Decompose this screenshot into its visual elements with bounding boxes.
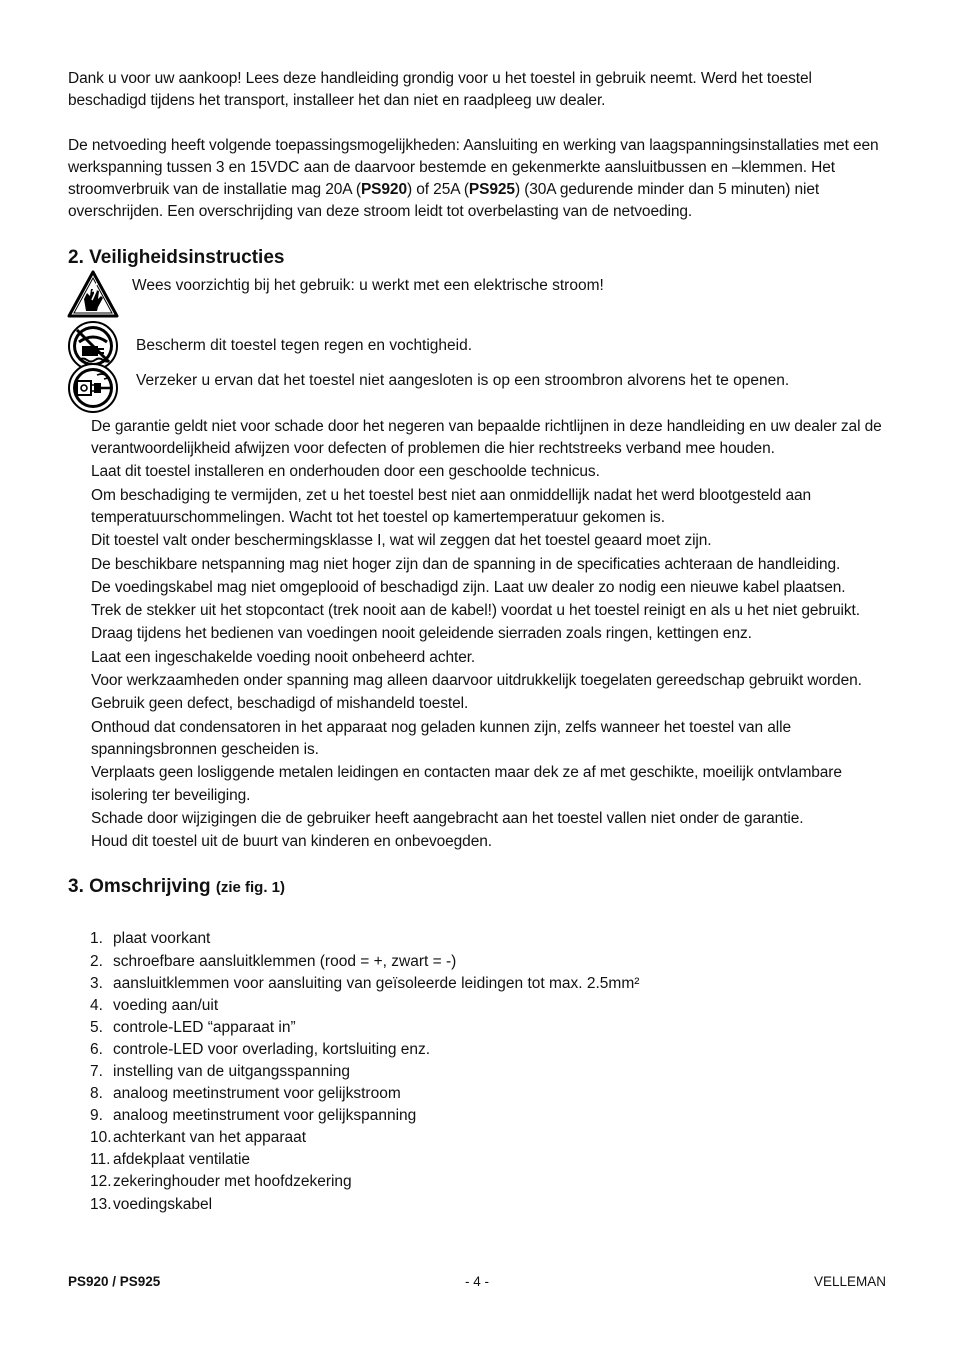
safety-paragraph: De garantie geldt niet voor schade door het negeren van bepaalde richtlijnen in deze handleiding en uw dealer zal de verantwoordelijkheid afwijzen voor defecten of problemen die hier rechtstreeks verband mee houden. (91, 417, 882, 458)
list-item: 11. afdekplaat ventilatie (90, 1151, 251, 1169)
list-item: 5. controle-LED “apparaat in” (90, 1018, 296, 1036)
safety-paragraph: Schade door wijzigingen die de gebruiker heeft aangebracht aan het toestel vallen niet onder de garantie. (91, 809, 804, 827)
list-item: 9. analoog meetinstrument voor gelijkspanning (90, 1107, 417, 1125)
section-2-heading: 2. Veiligheidsinstructies (68, 246, 285, 268)
list-item: 7. instelling van de uitgangsspanning (90, 1062, 350, 1080)
list-item: 12. zekeringhouder met hoofdzekering (90, 1173, 352, 1191)
warning-moisture (68, 322, 890, 370)
intro-text-c: ) (30A gedurende minder dan 5 minuten) niet overschrijden. Een overschrijding van deze stroom leidt tot overbelasting van de netvoeding. (68, 181, 820, 221)
model-ps925: PS925 (468, 181, 515, 199)
list-item: 6. controle-LED voor overlading, kortsluiting enz. (90, 1040, 431, 1058)
warning-text: Bescherm dit toestel tegen regen en vochtigheid. (136, 336, 473, 354)
model-ps920: PS920 (360, 181, 407, 199)
safety-paragraph: Verplaats geen losliggende metalen leidingen en contacten maar dek ze af met geschikte, moeilijk ontvlambare isolering ter beveiliging. (91, 764, 842, 804)
safety-paragraph: Om beschadiging te vermijden, zet u het toestel best niet aan onmiddellijk nadat het werd blootgesteld aan temperatuurschommelingen. Wacht tot het toestel op kamertemperatuur gekomen is. (91, 486, 812, 526)
warning-text: Verzeker u ervan dat het toestel niet aangesloten is op een stroombron alvorens het te openen. (136, 371, 790, 389)
parts-list (68, 928, 890, 1215)
list-item: 3. aansluitklemmen voor aansluiting van geïsoleerde leidingen tot max. 2.5mm² (90, 974, 640, 992)
list-item: 1. plaat voorkant (90, 930, 211, 948)
page-footer (68, 1274, 886, 1292)
safety-paragraph: De voedingskabel mag niet omgeplooid of beschadigd zijn. Laat uw dealer zo nodig een nieuwe kabel plaatsen. (91, 578, 846, 596)
footer-model: PS920 / PS925 (68, 1274, 161, 1289)
safety-paragraph: Draag tijdens het bedienen van voedingen nooit geleidende sierraden zoals ringen, kettingen enz. (91, 625, 752, 643)
list-item: 2. schroefbare aansluitklemmen (rood = +, zwart = -) (90, 952, 457, 970)
warning-text: Wees voorzichtig bij het gebruik: u werkt met een elektrische stroom! (132, 276, 604, 294)
safety-paragraph: Onthoud dat condensatoren in het apparaat nog geladen kunnen zijn, zelfs wanneer het toestel van alle spanningsbronnen gescheiden is. (91, 718, 791, 758)
intro-paragraph-1: Dank u voor uw aankoop! Lees deze handleiding grondig voor u het toestel in gebruik neemt. Werd het toestel beschadigd tijdens het transport, installeer het dan niet en raadpleeg uw dealer. (68, 70, 812, 110)
section-3-heading (68, 875, 890, 900)
intro-text-b: ) of 25A ( (406, 181, 469, 199)
figure-reference: (zie fig. 1) (215, 879, 285, 897)
list-item: 4. voeding aan/uit (90, 996, 219, 1014)
footer-page-number: - 4 - (464, 1274, 489, 1289)
warning-electric-shock (68, 270, 890, 320)
safety-paragraph: Trek de stekker uit het stopcontact (trek nooit aan de kabel!) voordat u het toestel reinigt en als u het niet gebruikt. (91, 602, 860, 620)
safety-paragraph: Laat dit toestel installeren en onderhouden door een geschoolde technicus. (91, 463, 600, 481)
list-item: 10. achterkant van het apparaat (90, 1129, 307, 1147)
footer-brand: VELLEMAN (813, 1274, 886, 1289)
warning-unplug (68, 364, 890, 412)
safety-paragraph: Houd dit toestel uit de buurt van kinderen en onbevoegden. (91, 833, 492, 851)
manual-page (68, 68, 890, 1216)
safety-instructions-list (91, 416, 890, 854)
intro-paragraph-2 (68, 135, 890, 224)
list-item: 13. voedingskabel (90, 1195, 213, 1213)
intro-text-a: De netvoeding heeft volgende toepassingsmogelijkheden: Aansluiting en werking van laagspanningsinstallaties met een werkspanning tussen 3 en 15VDC aan de daarvoor bestemde en gekenmerkte aansluitbussen en –klemmen. Het stroomverbruik van de installatie mag 20A ( (68, 136, 879, 199)
unplug-before-opening-icon (67, 362, 119, 414)
safety-paragraph: Dit toestel valt onder beschermingsklasse I, wat wil zeggen dat het toestel geaard moet zijn. (91, 532, 712, 550)
safety-paragraph: Voor werkzaamheden onder spanning mag alleen daarvoor uitdrukkelijk toegelaten gereedschap gebruikt worden. (91, 672, 862, 690)
section-3-title: 3. Omschrijving (68, 876, 211, 898)
safety-paragraph: De beschikbare netspanning mag niet hoger zijn dan de spanning in de specificaties achteraan de handleiding. (91, 555, 841, 573)
safety-paragraph: Gebruik geen defect, beschadigd of mishandeld toestel. (91, 695, 469, 713)
electric-shock-warning-icon (67, 269, 119, 321)
safety-paragraph: Laat een ingeschakelde voeding nooit onbeheerd achter. (91, 648, 476, 666)
list-item: 8. analoog meetinstrument voor gelijkstroom (90, 1085, 401, 1103)
